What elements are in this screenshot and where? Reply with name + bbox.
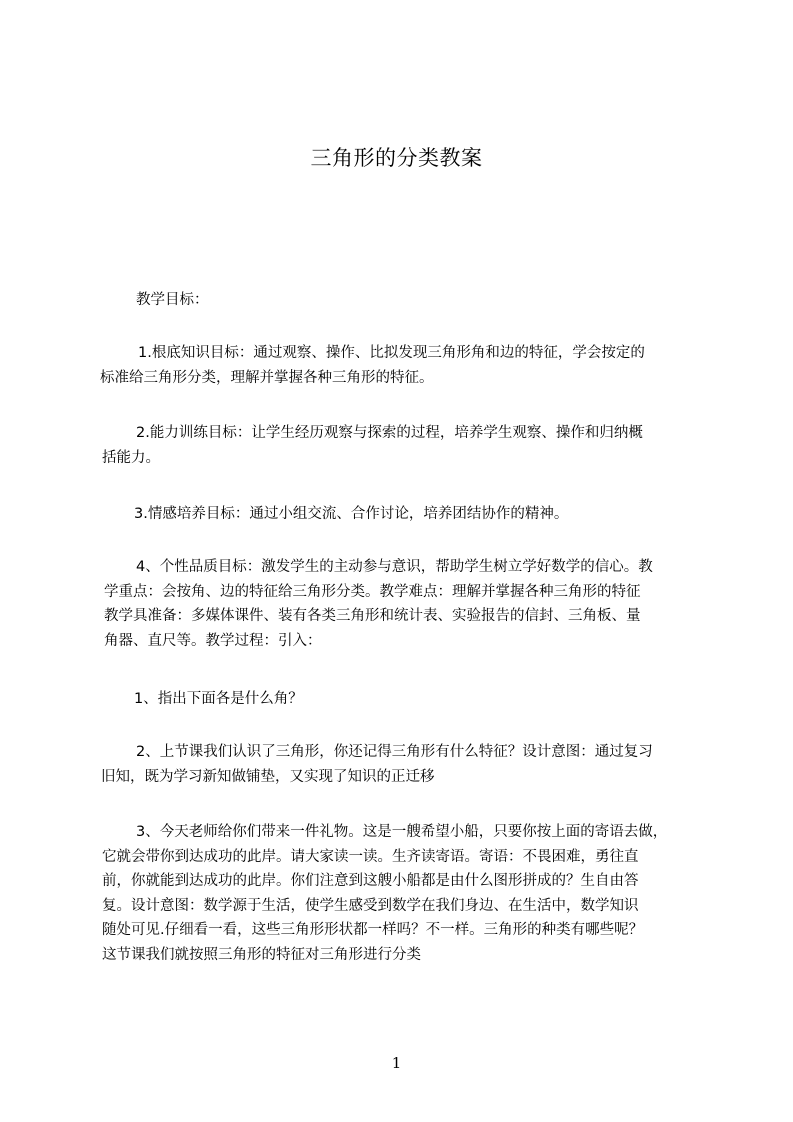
paragraph-line: 2.能力训练目标：让学生经历观察与探索的过程，培养学生观察、操作和归纳概 [136,425,643,441]
paragraph-line: 这节课我们就按照三角形的特征对三角形进行分类 [102,946,421,963]
paragraph-line: 它就会带你到达成功的此岸。请大家读一读。生齐读寄语。寄语：不畏困难，勇往直 [102,848,639,865]
paragraph-line: 2、上节课我们认识了三角形，你还记得三角形有什么特征？设计意图：通过复习 [136,744,653,760]
paragraph-line: 3、今天老师给你们带来一件礼物。这是一艘希望小船，只要你按上面的寄语去做， [136,824,668,840]
paragraph-step-3 [102,820,722,967]
page-number: 1 [391,1054,402,1072]
paragraph-ability-goal [102,421,722,470]
section-heading: 教学目标： [136,292,209,308]
paragraph-emotion-goal [134,502,754,527]
paragraph-line: 1、指出下面各是什么角？ [134,691,303,707]
paragraph-line: 3.情感培养目标：通过小组交流、合作讨论，培养团结协作的精神。 [134,506,569,522]
paragraph-step-1 [134,687,754,712]
paragraph-line: 括能力。 [102,449,160,466]
paragraph-line: 4、个性品质目标：激发学生的主动参与意识，帮助学生树立学好数学的信心。教 [136,559,653,575]
paragraph-line: 1.根底知识目标：通过观察、操作、比拟发现三角形角和边的特征，学会按定的 [138,345,645,361]
paragraph-personality-goal [104,555,724,653]
paragraph-line: 角器、直尺等。教学过程：引入： [104,632,322,649]
document-title: 三角形的分类教案 [310,146,483,170]
paragraph-line: 随处可见.仔细看一看，这些三角形形状都一样吗？不一样。三角形的种类有哪些呢？ [102,922,644,938]
paragraph-line: 学重点：会按角、边的特征给三角形分类。教学难点：理解并掌握各种三角形的特征 [104,583,641,600]
paragraph-basic-knowledge-goal [100,341,720,390]
paragraph-line: 旧知，既为学习新知做铺垫，又实现了知识的正迁移 [101,768,435,785]
paragraph-step-2 [101,740,721,789]
paragraph-line: 教学具准备：多媒体课件、装有各类三角形和统计表、实验报告的信封、三角板、量 [104,608,641,624]
paragraph-line: 复。设计意图：数学源于生活，使学生感受到数学在我们身边、在生活中，数学知识 [102,897,639,914]
paragraph-line: 标准给三角形分类，理解并掌握各种三角形的特征。 [100,369,434,386]
paragraph-line: 前，你就能到达成功的此岸。你们注意到这艘小船都是由什么图形拼成的？生自由答 [102,873,639,889]
